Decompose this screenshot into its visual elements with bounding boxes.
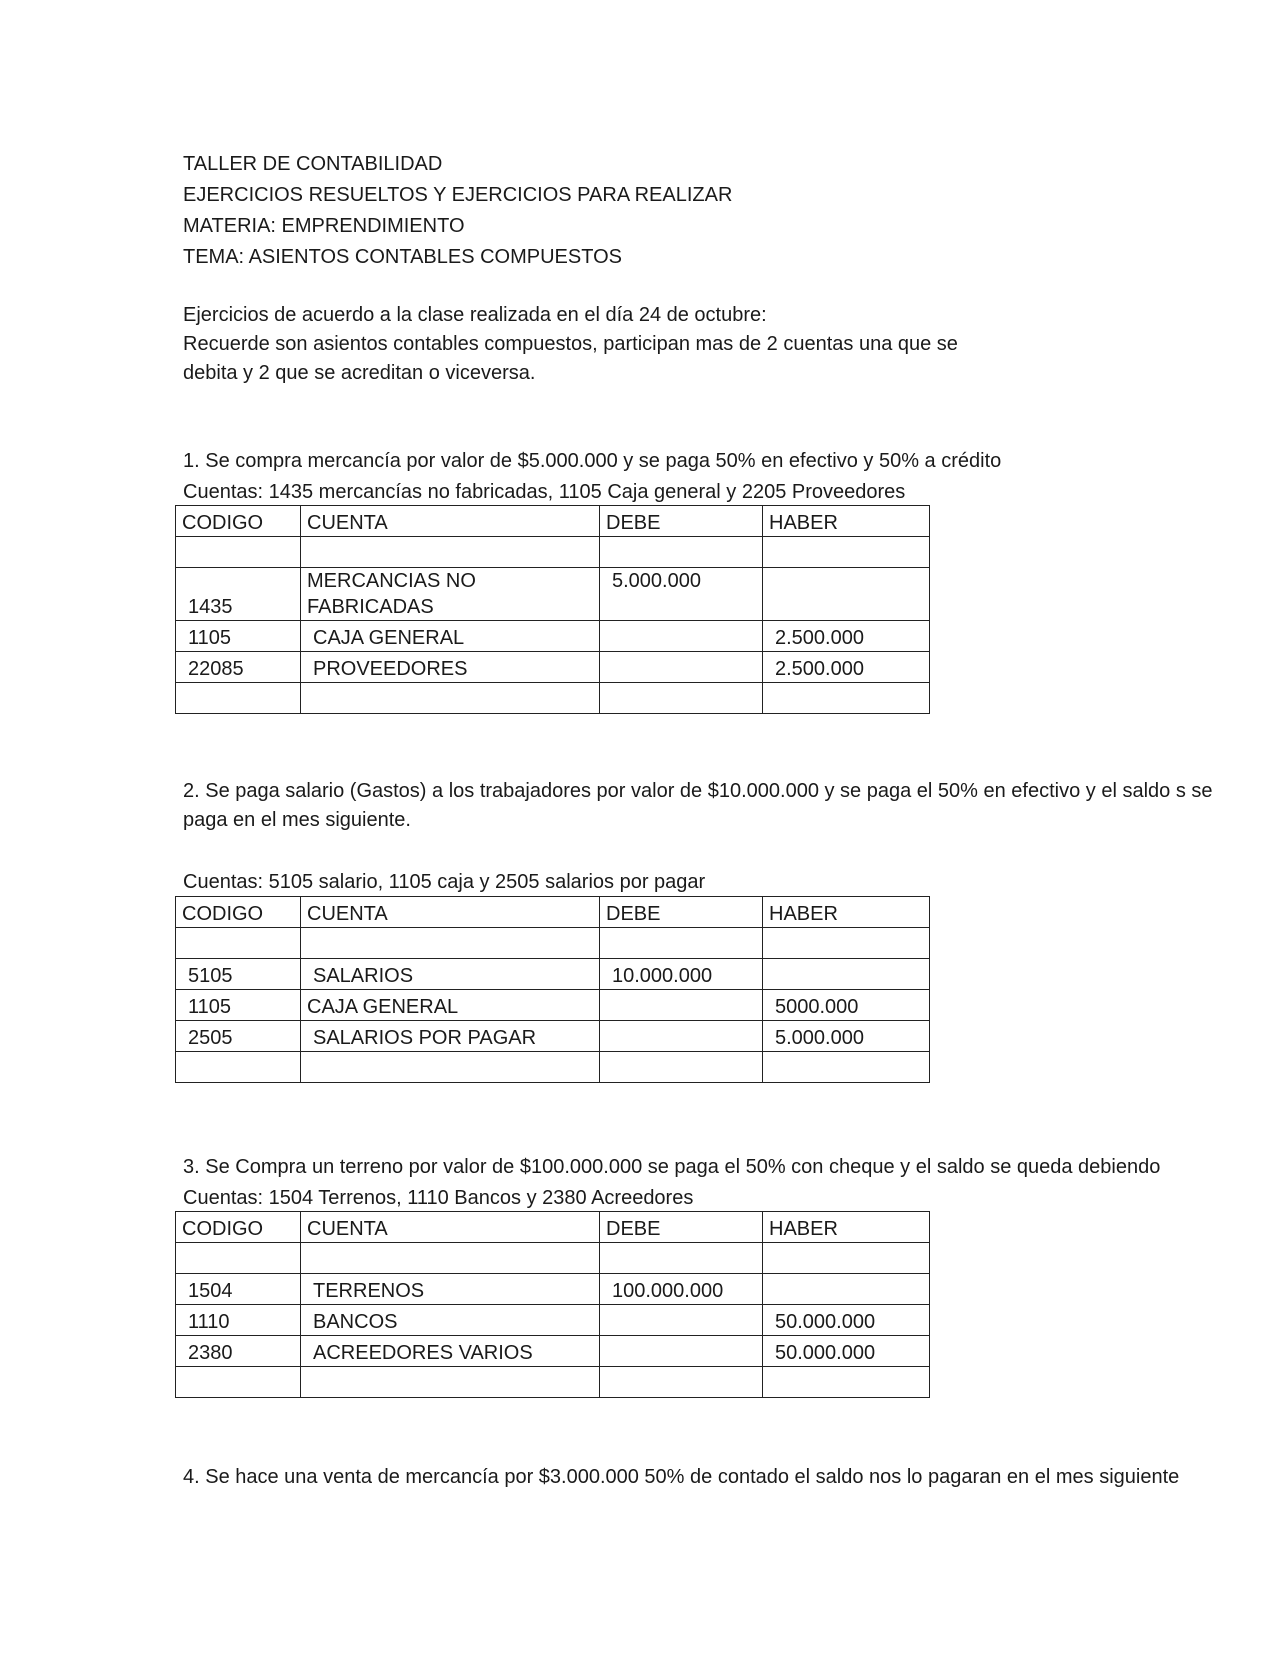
doc-subtitle: EJERCICIOS RESUELTOS Y EJERCICIOS PARA REALIZAR xyxy=(183,184,733,206)
cell-debe xyxy=(600,1305,763,1336)
table-row xyxy=(176,652,930,683)
cell-haber xyxy=(763,1274,930,1305)
header-debe: DEBE xyxy=(600,1212,763,1243)
header-cuenta: CUENTA xyxy=(301,897,600,928)
cell-codigo: 1105 xyxy=(176,990,301,1021)
cell-cuenta: TERRENOS xyxy=(301,1274,600,1305)
cell-cuenta: ACREEDORES VARIOS xyxy=(301,1336,600,1367)
cell-cuenta: SALARIOS POR PAGAR xyxy=(301,1021,600,1052)
header-cuenta: CUENTA xyxy=(301,506,600,537)
exercise-2-statement-line-1: 2. Se paga salario (Gastos) a los trabajadores por valor de $10.000.000 y se paga el 50% en efectivo y el saldo s se xyxy=(183,780,1213,802)
cell-debe: 5.000.000 xyxy=(600,568,763,621)
table-header-row xyxy=(176,897,930,928)
cell-codigo: 1105 xyxy=(176,621,301,652)
cell-haber: 2.500.000 xyxy=(763,652,930,683)
exercise-3-accounts: Cuentas: 1504 Terrenos, 1110 Bancos y 2380 Acreedores xyxy=(183,1187,694,1209)
exercise-2-statement-line-2: paga en el mes siguiente. xyxy=(183,809,411,831)
cell-debe xyxy=(600,1336,763,1367)
cell-haber: 50.000.000 xyxy=(763,1305,930,1336)
table-row-empty xyxy=(176,537,930,568)
table-row xyxy=(176,621,930,652)
header-codigo: CODIGO xyxy=(176,897,301,928)
table-row xyxy=(176,1305,930,1336)
doc-subject: MATERIA: EMPRENDIMIENTO xyxy=(183,215,465,237)
cell-debe xyxy=(600,990,763,1021)
header-haber: HABER xyxy=(763,506,930,537)
cell-codigo: 5105 xyxy=(176,959,301,990)
intro-line-2: Recuerde son asientos contables compuestos, participan mas de 2 cuentas una que se xyxy=(183,333,958,355)
exercise-4-statement: 4. Se hace una venta de mercancía por $3.000.000 50% de contado el saldo nos lo pagaran en el mes siguiente xyxy=(183,1466,1180,1488)
table-row xyxy=(176,990,930,1021)
table-row-empty xyxy=(176,683,930,714)
intro-line-1: Ejercicios de acuerdo a la clase realizada en el día 24 de octubre: xyxy=(183,304,767,326)
cell-cuenta xyxy=(301,568,600,621)
cell-debe: 100.000.000 xyxy=(600,1274,763,1305)
cell-haber: 5000.000 xyxy=(763,990,930,1021)
cell-codigo: 2505 xyxy=(176,1021,301,1052)
cell-haber xyxy=(763,959,930,990)
header-haber: HABER xyxy=(763,897,930,928)
header-cuenta: CUENTA xyxy=(301,1212,600,1243)
cell-debe xyxy=(600,621,763,652)
exercise-3-statement: 3. Se Compra un terreno por valor de $100.000.000 se paga el 50% con cheque y el saldo se queda debiendo xyxy=(183,1156,1161,1178)
table-header-row xyxy=(176,1212,930,1243)
header-codigo: CODIGO xyxy=(176,506,301,537)
doc-title: TALLER DE CONTABILIDAD xyxy=(183,153,443,175)
table-header-row xyxy=(176,506,930,537)
table-row xyxy=(176,1336,930,1367)
cell-cuenta: BANCOS xyxy=(301,1305,600,1336)
cell-codigo: 2380 xyxy=(176,1336,301,1367)
doc-topic: TEMA: ASIENTOS CONTABLES COMPUESTOS xyxy=(183,246,622,268)
cell-cuenta-line-2: FABRICADAS xyxy=(307,596,434,618)
cell-codigo: 1435 xyxy=(176,568,301,621)
intro-line-3: debita y 2 que se acreditan o viceversa. xyxy=(183,362,536,384)
header-haber: HABER xyxy=(763,1212,930,1243)
cell-haber: 2.500.000 xyxy=(763,621,930,652)
exercise-3-table xyxy=(175,1211,930,1398)
cell-haber: 5.000.000 xyxy=(763,1021,930,1052)
cell-debe xyxy=(600,1021,763,1052)
header-codigo: CODIGO xyxy=(176,1212,301,1243)
cell-cuenta-line-1: MERCANCIAS NO xyxy=(307,570,476,592)
cell-haber: 50.000.000 xyxy=(763,1336,930,1367)
cell-cuenta: SALARIOS xyxy=(301,959,600,990)
exercise-1-accounts: Cuentas: 1435 mercancías no fabricadas, 1105 Caja general y 2205 Proveedores xyxy=(183,481,906,503)
table-row xyxy=(176,1021,930,1052)
table-row xyxy=(176,959,930,990)
cell-codigo: 1110 xyxy=(176,1305,301,1336)
table-row-empty xyxy=(176,1367,930,1398)
cell-debe xyxy=(600,652,763,683)
table-row-empty xyxy=(176,928,930,959)
cell-debe: 10.000.000 xyxy=(600,959,763,990)
cell-codigo: 1504 xyxy=(176,1274,301,1305)
exercise-1-statement: 1. Se compra mercancía por valor de $5.000.000 y se paga 50% en efectivo y 50% a crédito xyxy=(183,450,1002,472)
cell-cuenta: CAJA GENERAL xyxy=(301,621,600,652)
cell-codigo: 22085 xyxy=(176,652,301,683)
header-debe: DEBE xyxy=(600,506,763,537)
cell-cuenta: PROVEEDORES xyxy=(301,652,600,683)
table-row-empty xyxy=(176,1243,930,1274)
table-row-empty xyxy=(176,1052,930,1083)
exercise-2-accounts: Cuentas: 5105 salario, 1105 caja y 2505 salarios por pagar xyxy=(183,871,706,893)
exercise-2-table xyxy=(175,896,930,1083)
exercise-1-table xyxy=(175,505,930,714)
cell-cuenta: CAJA GENERAL xyxy=(301,990,600,1021)
table-row xyxy=(176,1274,930,1305)
header-debe: DEBE xyxy=(600,897,763,928)
table-row xyxy=(176,568,930,621)
cell-haber xyxy=(763,568,930,621)
